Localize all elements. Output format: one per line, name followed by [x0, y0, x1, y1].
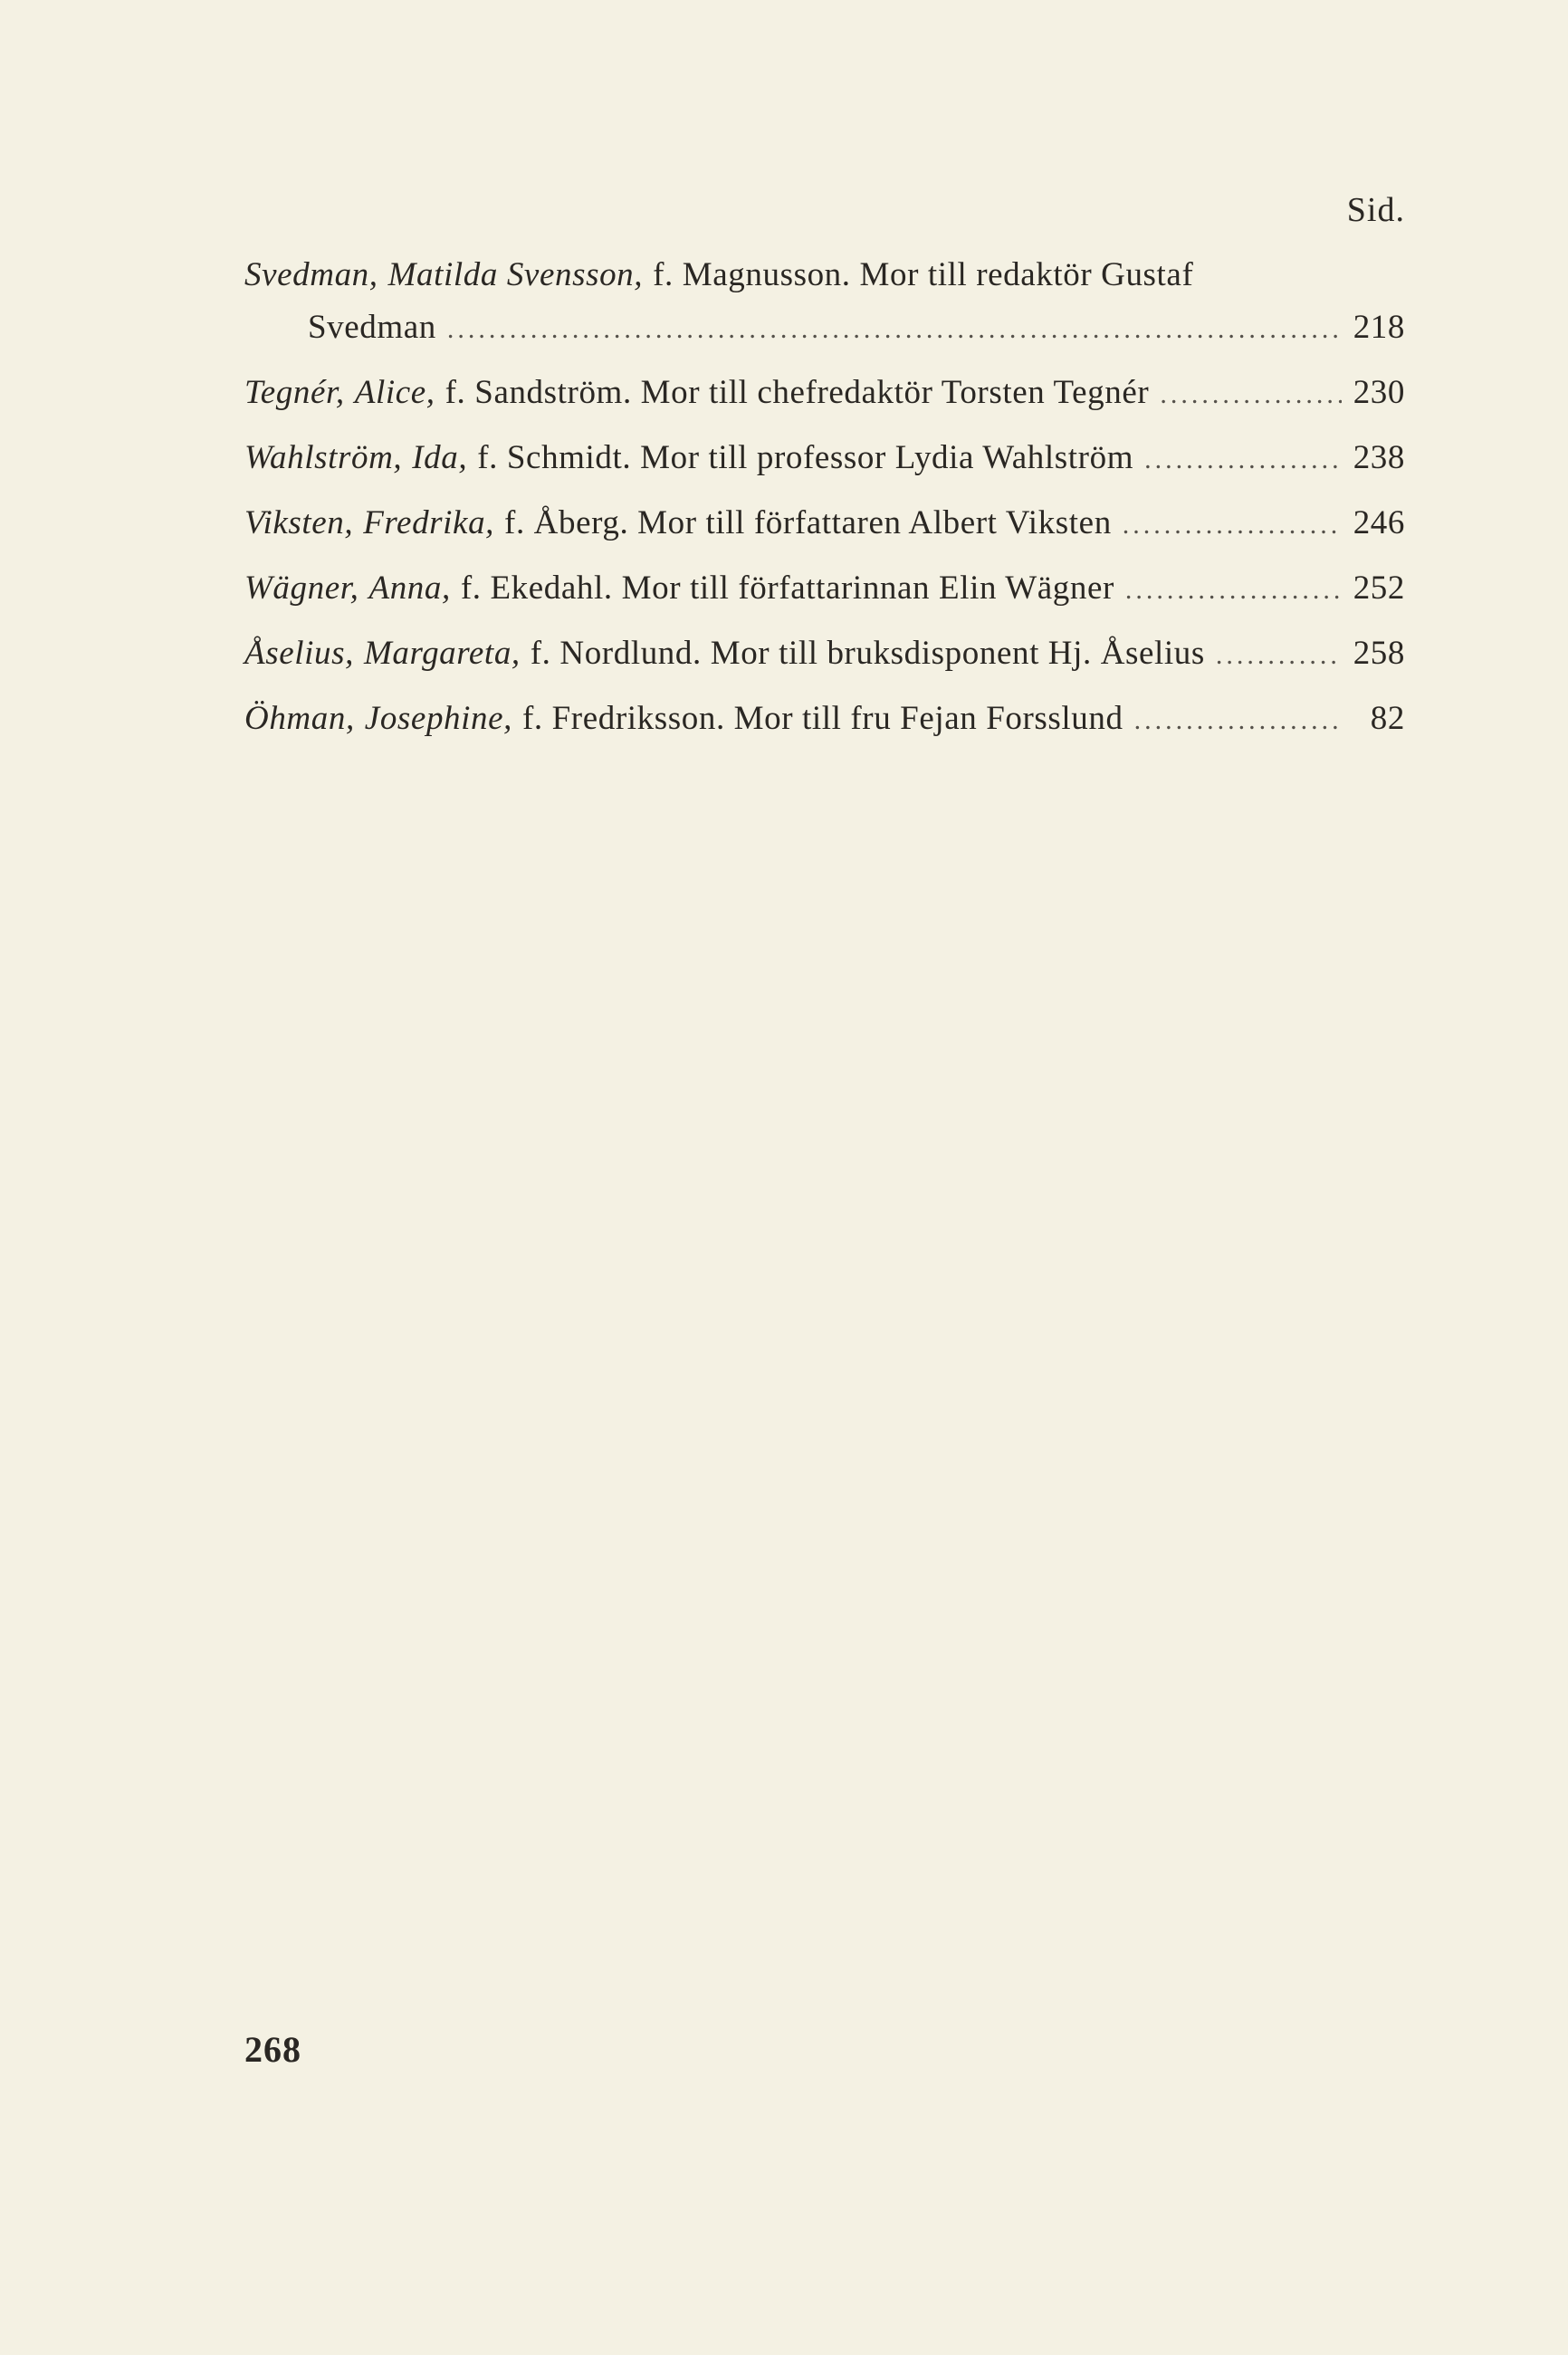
entry-surname: Svedman, [244, 256, 378, 293]
toc-entry [244, 367, 1405, 421]
entry-given-name: Matilda Svensson, [387, 256, 644, 293]
toc-entry-line [244, 627, 1405, 682]
entry-given-name: Ida, [412, 439, 468, 476]
entry-continuation: Svedman [308, 309, 436, 346]
entry-page-number: 246 [1353, 504, 1405, 541]
toc-entry-text [244, 432, 1133, 484]
entry-given-name: Alice, [354, 374, 435, 411]
entry-page-number: 238 [1353, 439, 1405, 476]
dot-leader [1123, 499, 1342, 551]
toc-entry-line [244, 249, 1405, 302]
entry-description: f. Nordlund. Mor till bruksdisponent Hj. Åselius [530, 635, 1205, 672]
entry-page-number: 82 [1370, 700, 1405, 737]
toc-entry-line [244, 302, 1405, 356]
dot-leader [447, 303, 1342, 356]
entry-given-name: Josephine, [364, 700, 512, 737]
page-column-label: Sid. [1346, 191, 1405, 229]
dot-leader [1216, 629, 1342, 682]
entry-surname: Åselius, [244, 635, 354, 672]
toc-entry-text [244, 693, 1123, 745]
entry-surname: Viksten, [244, 504, 354, 541]
entry-given-name: Fredrika, [363, 504, 495, 541]
toc-entry [244, 432, 1405, 486]
entry-surname: Wägner, [244, 570, 359, 607]
toc-entry [244, 562, 1405, 617]
toc-entry-text [244, 367, 1149, 419]
dot-leader [1125, 564, 1342, 617]
toc-entry [244, 249, 1405, 356]
entry-page-number: 258 [1353, 635, 1405, 672]
entry-description: f. Magnusson. Mor till redaktör Gustaf [653, 256, 1194, 293]
toc-entry-line [244, 693, 1405, 747]
entry-description: f. Schmidt. Mor till professor Lydia Wahlström [477, 439, 1134, 476]
toc-entry-line [244, 562, 1405, 617]
toc-entry-line [244, 497, 1405, 551]
page-folio-number: 268 [244, 2029, 301, 2070]
entry-description: f. Sandström. Mor till chefredaktör Torsten Tegnér [445, 374, 1150, 411]
toc-entry-text [244, 497, 1112, 550]
entry-given-name: Margareta, [363, 635, 521, 672]
table-of-contents [244, 249, 1405, 758]
entry-surname: Wahlström, [244, 439, 403, 476]
entry-description: f. Fredriksson. Mor till fru Fejan Forsslund [522, 700, 1123, 737]
dot-leader [1144, 434, 1342, 486]
entry-given-name: Anna, [368, 570, 451, 607]
entry-description: f. Ekedahl. Mor till författarinnan Elin Wägner [460, 570, 1114, 607]
entry-page-number: 230 [1353, 374, 1405, 411]
toc-entry-line [244, 367, 1405, 421]
dot-leader [1160, 369, 1342, 421]
toc-entry [244, 693, 1405, 747]
toc-entry-text [244, 249, 1193, 302]
entry-surname: Öhman, [244, 700, 355, 737]
entry-page-number: 252 [1353, 570, 1405, 607]
toc-entry-line [244, 432, 1405, 486]
entry-description: f. Åberg. Mor till författaren Albert Viksten [504, 504, 1112, 541]
toc-entry-text [244, 562, 1114, 615]
toc-entry-text [244, 627, 1205, 680]
toc-entry [244, 497, 1405, 551]
toc-entry [244, 627, 1405, 682]
entry-surname: Tegnér, [244, 374, 345, 411]
dot-leader [1134, 694, 1342, 747]
entry-page-number: 218 [1353, 309, 1405, 346]
